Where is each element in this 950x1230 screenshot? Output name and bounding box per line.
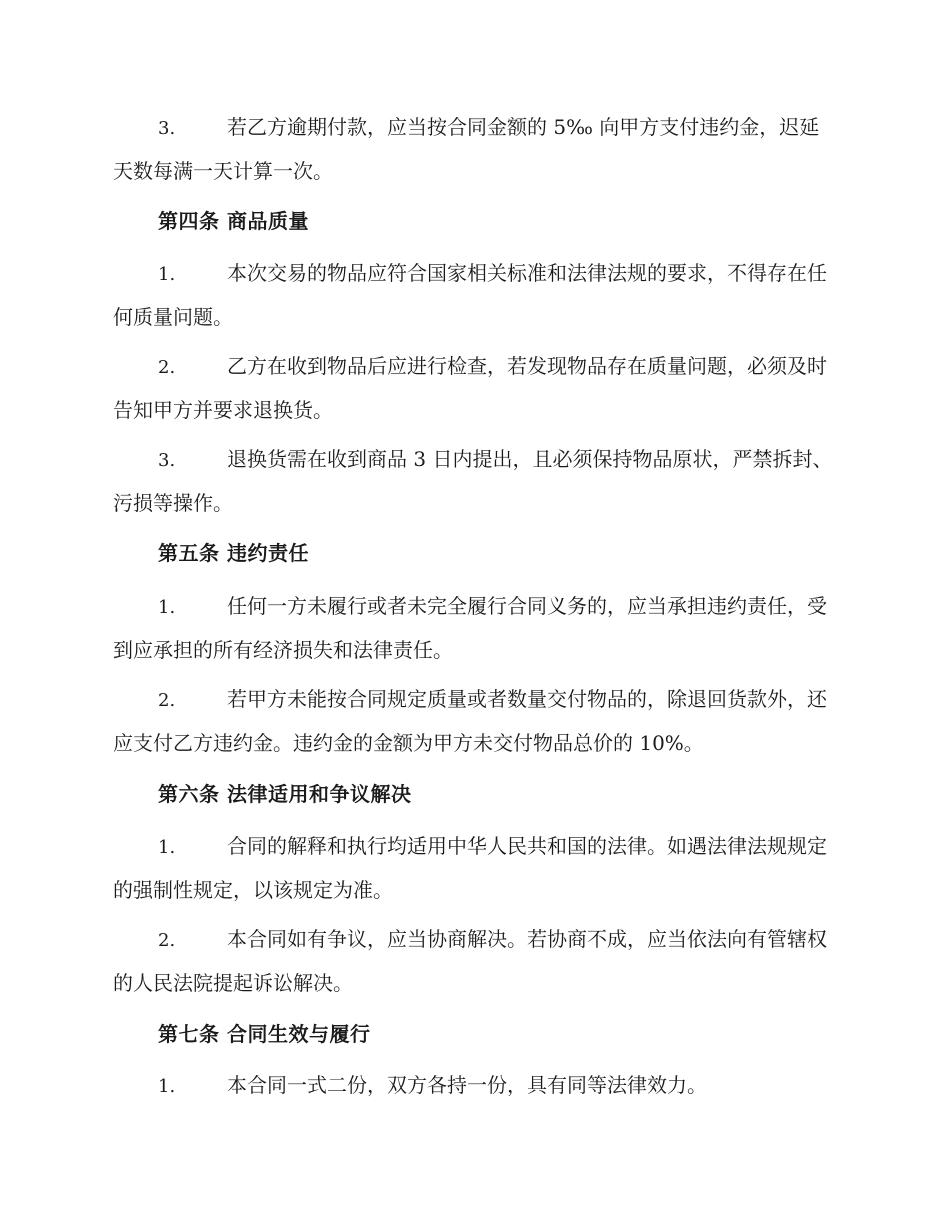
clause-3-1	[113, 106, 833, 193]
clause-4-3	[113, 438, 833, 525]
clause-number: 2.	[158, 690, 176, 711]
section-heading-7: 第七条 合同生效与履行	[158, 1022, 371, 1046]
clause-text: 退换货需在收到商品 3 日内提出，且必须保持物品原状，严禁拆封、污损等操作。	[113, 447, 833, 515]
clause-number: 3.	[158, 450, 176, 471]
clause-5-2	[113, 678, 833, 765]
clause-number: 3.	[158, 118, 176, 139]
clause-text: 乙方在收到物品后应进行检查，若发现物品存在质量问题，必须及时告知甲方并要求退换货。	[113, 354, 827, 422]
section-heading-5: 第五条 违约责任	[158, 541, 309, 565]
clause-text: 合同的解释和执行均适用中华人民共和国的法律。如遇法律法规规定的强制性规定，以该规定为准。	[113, 834, 827, 902]
clause-number: 2.	[158, 357, 176, 378]
clause-text: 若乙方逾期付款，应当按合同金额的 5‰ 向甲方支付违约金，迟延天数每满一天计算一次。	[113, 115, 820, 183]
clause-text: 本合同如有争议，应当协商解决。若协商不成，应当依法向有管辖权的人民法院提起诉讼解决。	[113, 927, 827, 995]
clause-number: 2.	[158, 930, 176, 951]
clause-number: 1.	[158, 1076, 176, 1097]
clause-number: 1.	[158, 837, 176, 858]
clause-4-1	[113, 252, 833, 339]
clause-text: 任何一方未履行或者未完全履行合同义务的，应当承担违约责任，受到应承担的所有经济损失和法律责任。	[113, 594, 827, 662]
clause-number: 1.	[158, 264, 176, 285]
clause-6-1	[113, 825, 833, 912]
clause-4-2	[113, 345, 833, 432]
clause-5-1	[113, 585, 833, 672]
section-heading-6: 第六条 法律适用和争议解决	[158, 782, 412, 806]
clause-number: 1.	[158, 597, 176, 618]
clause-text: 本合同一式二份，双方各持一份，具有同等法律效力。	[227, 1073, 707, 1097]
clause-text: 若甲方未能按合同规定质量或者数量交付物品的，除退回货款外，还应支付乙方违约金。违约金的金额为甲方未交付物品总价的 10%。	[113, 687, 827, 755]
clause-7-1	[113, 1064, 833, 1108]
clause-6-2	[113, 918, 833, 1005]
clause-text: 本次交易的物品应符合国家相关标准和法律法规的要求，不得存在任何质量问题。	[113, 261, 827, 329]
section-heading-4: 第四条 商品质量	[158, 209, 309, 233]
